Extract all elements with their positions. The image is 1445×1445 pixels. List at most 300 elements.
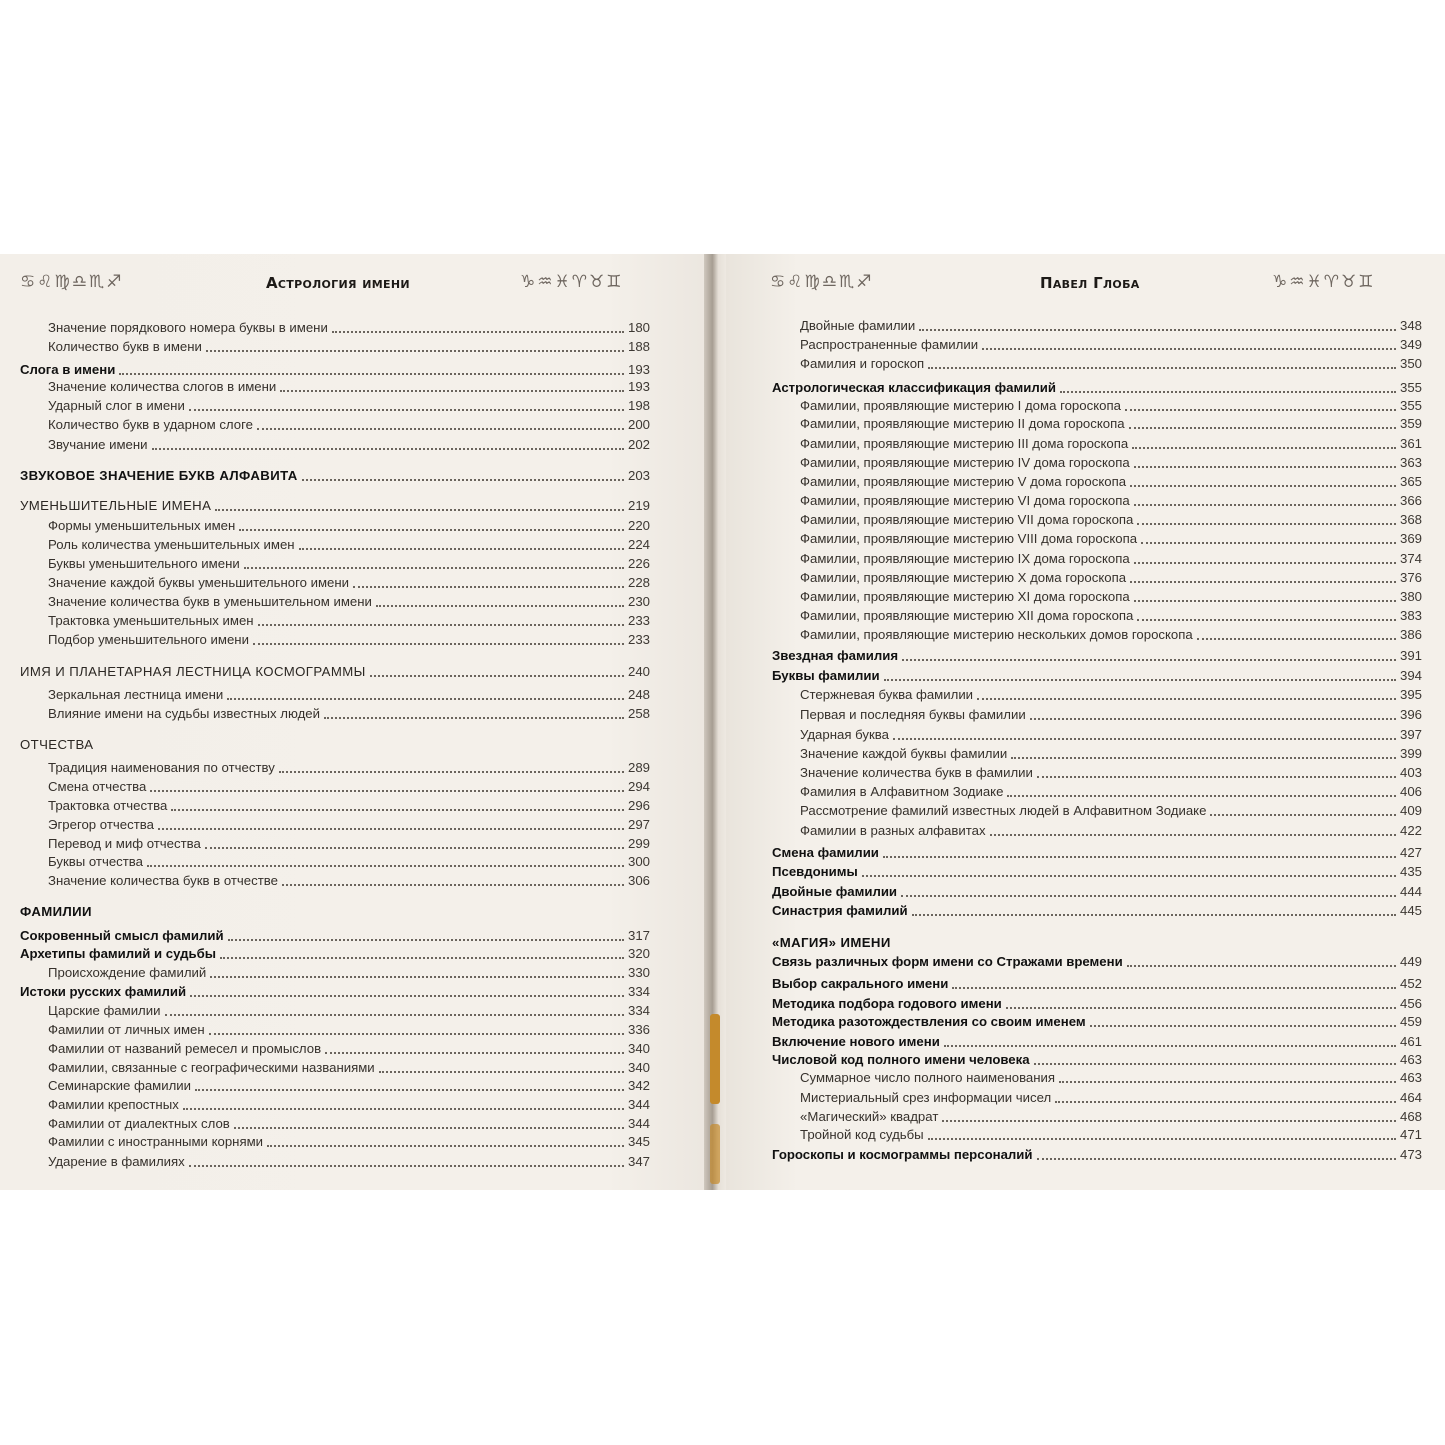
dot-leader: [1011, 757, 1396, 759]
page-number: 296: [627, 798, 650, 813]
toc-entry-title: Значение каждой буквы фамилии: [800, 746, 1008, 761]
page-number: 471: [1399, 1127, 1422, 1142]
toc-entry-title: Фамилии, проявляющие мистерию VIII дома гороскопа: [800, 531, 1138, 546]
toc-entry-title: Гороскопы и космограммы персоналий: [772, 1147, 1033, 1162]
left-page: [0, 254, 712, 1190]
book-gutter: [704, 254, 728, 1190]
toc-entry-title: Числовой код полного имени человека: [772, 1052, 1030, 1067]
toc-entry: [48, 632, 650, 650]
toc-entry: [800, 416, 1422, 434]
toc-entry-title: Эгрегор отчества: [48, 817, 154, 832]
toc-entry-title: Фамилии, проявляющие мистерию XII дома гороскопа: [800, 608, 1134, 623]
page-number: 219: [627, 498, 650, 513]
toc-entry: [800, 803, 1422, 821]
toc-entry-title: Фамилия в Алфавитном Зодиаке: [800, 784, 1004, 799]
toc-entry: [20, 928, 650, 946]
dot-leader: [379, 1071, 624, 1073]
page-number: 347: [627, 1154, 650, 1169]
page-number: 368: [1399, 512, 1422, 527]
toc-entry: [48, 339, 650, 357]
dot-leader: [234, 1127, 624, 1129]
dot-leader: [1090, 1025, 1396, 1027]
toc-entry: [800, 531, 1422, 549]
toc-entry: [48, 1078, 650, 1096]
page-number: 365: [1399, 474, 1422, 489]
page-number: 380: [1399, 589, 1422, 604]
toc-entry-title: Слога в имени: [20, 362, 116, 377]
page-number: 334: [627, 1003, 650, 1018]
right-running-header: [770, 268, 1410, 296]
toc-entry-title: Распространенные фамилии: [800, 337, 979, 352]
page-number: 349: [1399, 337, 1422, 352]
page-number: 224: [627, 537, 650, 552]
page-number: 445: [1399, 903, 1422, 918]
dot-leader: [119, 373, 624, 375]
toc-entry-title: Значение количества букв в отчестве: [48, 873, 278, 888]
page-number: 409: [1399, 803, 1422, 818]
page-number: 233: [627, 632, 650, 647]
toc-entry: [20, 984, 650, 1002]
toc-entry-title: Фамилии с иностранными корнями: [48, 1134, 264, 1149]
toc-entry-title: Буквы уменьшительного имени: [48, 556, 240, 571]
dot-leader: [1129, 427, 1396, 429]
page-number: 403: [1399, 765, 1422, 780]
toc-entry: [20, 468, 650, 486]
toc-entry: [800, 356, 1422, 374]
dot-leader: [215, 509, 624, 511]
toc-entry: [772, 954, 1422, 972]
page-number: 386: [1399, 627, 1422, 642]
page-number: 406: [1399, 784, 1422, 799]
dot-leader: [332, 331, 624, 333]
page-number: 220: [627, 518, 650, 533]
dot-leader: [901, 895, 1396, 897]
toc-entry-title: «Магический» квадрат: [800, 1109, 939, 1124]
toc-entry-title: Формы уменьшительных имен: [48, 518, 236, 533]
toc-entry-title: Фамилии, проявляющие мистерию III дома гороскопа: [800, 436, 1129, 451]
toc-entry: [800, 608, 1422, 626]
toc-entry-title: Звездная фамилия: [772, 648, 899, 663]
page-number: 422: [1399, 823, 1422, 838]
page-number: 461: [1399, 1034, 1422, 1049]
toc-entry: [800, 823, 1422, 841]
page-number: 459: [1399, 1014, 1422, 1029]
toc-entry-title: Рассмотрение фамилий известных людей в Алфавитном Зодиаке: [800, 803, 1207, 818]
page-number: 230: [627, 594, 650, 609]
zodiac-glyphs-icon: ♑♒♓♈♉♊: [520, 272, 624, 292]
dot-leader: [1034, 1063, 1396, 1065]
dot-leader: [944, 1045, 1396, 1047]
dot-leader: [919, 329, 1396, 331]
toc-entry-title: Синастрия фамилий: [772, 903, 908, 918]
toc-entry: [772, 996, 1422, 1014]
toc-entry-title: Традиция наименования по отчеству: [48, 760, 275, 775]
dot-leader: [147, 865, 624, 867]
dot-leader: [239, 529, 624, 531]
toc-entry-title: Фамилии от диалектных слов: [48, 1116, 230, 1131]
toc-entry-title: Фамилии, проявляющие мистерию V дома гороскопа: [800, 474, 1127, 489]
dot-leader: [1197, 638, 1396, 640]
page-number: 348: [1399, 318, 1422, 333]
page-number: 198: [627, 398, 650, 413]
toc-entry-title: Роль количества уменьшительных имен: [48, 537, 295, 552]
toc-entry-title: Псевдонимы: [772, 864, 858, 879]
toc-entry-title: Суммарное число полного наименования: [800, 1070, 1056, 1085]
dot-leader: [1130, 581, 1396, 583]
dot-leader: [1037, 1158, 1396, 1160]
toc-entry: [48, 320, 650, 338]
toc-entry: [800, 474, 1422, 492]
page-number: 193: [627, 379, 650, 394]
page-number: 345: [627, 1134, 650, 1149]
toc-entry-title: Выбор сакрального имени: [772, 976, 949, 991]
dot-leader: [325, 1052, 624, 1054]
page-number: 258: [627, 706, 650, 721]
toc-entry: [48, 1041, 650, 1059]
dot-leader: [190, 995, 624, 997]
toc-entry-title: Значение количества букв в уменьшительном имени: [48, 594, 372, 609]
toc-entry: [800, 707, 1422, 725]
toc-entry-title: Ударение в фамилиях: [48, 1154, 185, 1169]
dot-leader: [376, 605, 624, 607]
dot-leader: [1030, 718, 1396, 720]
dot-leader: [1134, 466, 1396, 468]
toc-entry-title: Буквы фамилии: [772, 668, 880, 683]
dot-leader: [928, 367, 1396, 369]
dot-leader: [1127, 965, 1396, 967]
toc-entry-title: Перевод и миф отчества: [48, 836, 201, 851]
page-number: 203: [627, 468, 650, 483]
page-number: 297: [627, 817, 650, 832]
dot-leader: [982, 348, 1396, 350]
page-number: 320: [627, 946, 650, 961]
toc-entry: [48, 760, 650, 778]
toc-entry-title: Значение порядкового номера буквы в имени: [48, 320, 328, 335]
toc-entry-title: Истоки русских фамилий: [20, 984, 187, 999]
toc-entry: [48, 613, 650, 631]
toc-entry-title: «МАГИЯ» ИМЕНИ: [772, 935, 891, 950]
toc-entry: [48, 1116, 650, 1134]
dot-leader: [990, 834, 1396, 836]
toc-entry: [48, 1060, 650, 1078]
toc-entry: [800, 512, 1422, 530]
toc-entry: [48, 706, 650, 724]
toc-entry-title: ИМЯ И ПЛАНЕТАРНАЯ ЛЕСТНИЦА КОСМОГРАММЫ: [20, 664, 366, 679]
toc-entry: [48, 687, 650, 705]
page-number: 340: [627, 1041, 650, 1056]
running-title: Астрология имени: [266, 274, 410, 292]
toc-entry: [772, 903, 1422, 921]
dot-leader: [952, 987, 1396, 989]
dot-leader: [280, 390, 624, 392]
toc-entry: [48, 575, 650, 593]
dot-leader: [206, 350, 624, 352]
page-number: 330: [627, 965, 650, 980]
toc-entry: [800, 570, 1422, 588]
toc-entry: [772, 1014, 1422, 1032]
page-number: 299: [627, 836, 650, 851]
toc-entry: [800, 436, 1422, 454]
toc-entry-title: ОТЧЕСТВА: [20, 737, 94, 752]
toc-entry: [772, 1147, 1422, 1165]
toc-entry: [20, 904, 650, 922]
dot-leader: [1210, 814, 1396, 816]
toc-entry: [800, 1090, 1422, 1108]
dot-leader: [1141, 542, 1396, 544]
toc-entry-title: Астрологическая классификация фамилий: [772, 380, 1056, 395]
toc-entry: [48, 1134, 650, 1152]
toc-entry: [772, 648, 1422, 666]
toc-entry: [800, 765, 1422, 783]
dot-leader: [279, 771, 624, 773]
zodiac-glyphs-icon: ♑♒♓♈♉♊: [1272, 272, 1376, 292]
dot-leader: [1007, 795, 1396, 797]
page-number: 449: [1399, 954, 1422, 969]
toc-entry-title: Методика подбора годового имени: [772, 996, 1002, 1011]
dot-leader: [884, 679, 1396, 681]
toc-entry: [800, 746, 1422, 764]
toc-entry-title: Происхождение фамилий: [48, 965, 207, 980]
page-number: 359: [1399, 416, 1422, 431]
dot-leader: [1037, 776, 1396, 778]
page-number: 473: [1399, 1147, 1422, 1162]
page-number: 452: [1399, 976, 1422, 991]
dot-leader: [210, 976, 624, 978]
toc-entry-title: Включение нового имени: [772, 1034, 940, 1049]
dot-leader: [205, 847, 624, 849]
toc-entry: [20, 664, 650, 682]
toc-entry-title: Связь различных форм имени со Стражами времени: [772, 954, 1123, 969]
dot-leader: [1055, 1101, 1396, 1103]
dot-leader: [977, 698, 1396, 700]
toc-entry-title: Смена отчества: [48, 779, 147, 794]
dot-leader: [928, 1138, 1396, 1140]
toc-entry-title: Количество букв в имени: [48, 339, 202, 354]
page-number: 363: [1399, 455, 1422, 470]
toc-entry: [772, 935, 1422, 953]
toc-entry: [800, 337, 1422, 355]
page-number: 340: [627, 1060, 650, 1075]
toc-entry: [772, 380, 1422, 398]
toc-entry-title: Стержневая буква фамилии: [800, 687, 974, 702]
toc-entry: [48, 1097, 650, 1115]
page-number: 376: [1399, 570, 1422, 585]
toc-entry: [800, 318, 1422, 336]
toc-entry: [800, 1127, 1422, 1145]
toc-entry: [48, 965, 650, 983]
page-number: 306: [627, 873, 650, 888]
dot-leader: [912, 914, 1396, 916]
toc-entry-title: Трактовка отчества: [48, 798, 168, 813]
page-number: 342: [627, 1078, 650, 1093]
page-number: 355: [1399, 380, 1422, 395]
toc-entry-title: Смена фамилии: [772, 845, 879, 860]
book-spread: [0, 254, 1445, 1190]
toc-entry: [48, 873, 650, 891]
dot-leader: [253, 643, 624, 645]
dot-leader: [189, 1165, 624, 1167]
toc-entry-title: Фамилии в разных алфавитах: [800, 823, 986, 838]
toc-entry: [800, 589, 1422, 607]
dot-leader: [244, 567, 624, 569]
dot-leader: [257, 428, 624, 430]
page-number: 317: [627, 928, 650, 943]
toc-entry: [48, 854, 650, 872]
toc-entry-title: Фамилия и гороскоп: [800, 356, 925, 371]
page-number: 464: [1399, 1090, 1422, 1105]
dot-leader: [282, 884, 624, 886]
page-number: 344: [627, 1116, 650, 1131]
toc-entry-title: ЗВУКОВОЕ ЗНАЧЕНИЕ БУКВ АЛФАВИТА: [20, 468, 298, 483]
dot-leader: [150, 790, 624, 792]
toc-entry-title: Фамилии, проявляющие мистерию I дома гороскопа: [800, 398, 1121, 413]
page-number: 334: [627, 984, 650, 999]
dot-leader: [1125, 409, 1396, 411]
toc-entry-title: Фамилии, проявляющие мистерию IV дома гороскопа: [800, 455, 1130, 470]
toc-entry: [800, 784, 1422, 802]
page-number: 361: [1399, 436, 1422, 451]
toc-entry: [48, 537, 650, 555]
page-number: 202: [627, 437, 650, 452]
page-number: 396: [1399, 707, 1422, 722]
dot-leader: [324, 717, 624, 719]
dot-leader: [258, 624, 624, 626]
dot-leader: [158, 828, 624, 830]
dot-leader: [1134, 562, 1396, 564]
toc-entry: [48, 556, 650, 574]
dot-leader: [1132, 447, 1396, 449]
toc-entry-title: Двойные фамилии: [772, 884, 898, 899]
toc-entry: [48, 518, 650, 536]
toc-entry: [772, 976, 1422, 994]
toc-entry: [800, 727, 1422, 745]
toc-entry: [48, 1003, 650, 1021]
toc-entry-title: Фамилии крепостных: [48, 1097, 179, 1112]
toc-entry: [800, 687, 1422, 705]
page-number: 344: [627, 1097, 650, 1112]
dot-leader: [1134, 504, 1396, 506]
dot-leader: [171, 809, 624, 811]
dot-leader: [195, 1089, 624, 1091]
page-number: 383: [1399, 608, 1422, 623]
toc-entry: [48, 836, 650, 854]
page-number: 391: [1399, 648, 1422, 663]
dot-leader: [165, 1014, 624, 1016]
toc-entry: [772, 1034, 1422, 1052]
page-number: 395: [1399, 687, 1422, 702]
page-number: 193: [627, 362, 650, 377]
toc-entry-title: Тройной код судьбы: [800, 1127, 924, 1142]
toc-entry-title: УМЕНЬШИТЕЛЬНЫЕ ИМЕНА: [20, 498, 212, 513]
dot-leader: [227, 698, 624, 700]
dot-leader: [1134, 600, 1396, 602]
page-number: 240: [627, 664, 650, 679]
page-number: 394: [1399, 668, 1422, 683]
dot-leader: [209, 1033, 624, 1035]
dot-leader: [1060, 391, 1396, 393]
page-number: 399: [1399, 746, 1422, 761]
toc-entry-title: Ударная буква: [800, 727, 889, 742]
toc-entry-title: Фамилии, проявляющие мистерию VII дома гороскопа: [800, 512, 1134, 527]
toc-entry-title: Фамилии от личных имен: [48, 1022, 205, 1037]
toc-entry: [772, 1052, 1422, 1070]
toc-entry: [48, 437, 650, 455]
page-number: 248: [627, 687, 650, 702]
dot-leader: [220, 957, 624, 959]
page-number: 463: [1399, 1052, 1422, 1067]
toc-entry: [20, 498, 650, 516]
toc-entry-title: Трактовка уменьшительных имен: [48, 613, 254, 628]
toc-entry: [48, 798, 650, 816]
dot-leader: [1059, 1081, 1396, 1083]
toc-entry: [800, 455, 1422, 473]
toc-entry: [772, 884, 1422, 902]
toc-entry: [800, 493, 1422, 511]
toc-entry-title: Фамилии, проявляющие мистерию II дома гороскопа: [800, 416, 1125, 431]
toc-entry-title: Фамилии, проявляющие мистерию IX дома гороскопа: [800, 551, 1130, 566]
page-number: 468: [1399, 1109, 1422, 1124]
toc-entry-title: Подбор уменьшительного имени: [48, 632, 249, 647]
dot-leader: [183, 1108, 624, 1110]
toc-entry: [20, 946, 650, 964]
toc-entry-title: Значение количества букв в фамилии: [800, 765, 1033, 780]
toc-entry-title: Значение каждой буквы уменьшительного имени: [48, 575, 350, 590]
toc-entry-title: Значение количества слогов в имени: [48, 379, 277, 394]
dot-leader: [370, 675, 624, 677]
page-number: 444: [1399, 884, 1422, 899]
page-number: 456: [1399, 996, 1422, 1011]
toc-entry-title: Семинарские фамилии: [48, 1078, 192, 1093]
dot-leader: [267, 1145, 624, 1147]
zodiac-glyphs-icon: ♋♌♍♎♏♐: [770, 272, 874, 292]
toc-entry: [48, 398, 650, 416]
page-number: 435: [1399, 864, 1422, 879]
toc-entry-title: Фамилии от названий ремесел и промыслов: [48, 1041, 322, 1056]
toc-entry-title: Количество букв в ударном слоге: [48, 417, 253, 432]
toc-entry: [800, 627, 1422, 645]
page-number: 289: [627, 760, 650, 775]
page-number: 228: [627, 575, 650, 590]
dot-leader: [1137, 619, 1396, 621]
page-number: 463: [1399, 1070, 1422, 1085]
dot-leader: [1006, 1007, 1396, 1009]
right-page: [726, 254, 1445, 1190]
toc-entry-title: ФАМИЛИИ: [20, 904, 92, 919]
toc-entry-title: Ударный слог в имени: [48, 398, 185, 413]
page-number: 294: [627, 779, 650, 794]
toc-entry: [48, 594, 650, 612]
page-number: 233: [627, 613, 650, 628]
dot-leader: [299, 548, 624, 550]
toc-entry-title: Двойные фамилии: [800, 318, 916, 333]
dot-leader: [1137, 523, 1396, 525]
page-number: 350: [1399, 356, 1422, 371]
page-number: 374: [1399, 551, 1422, 566]
toc-entry-title: Зеркальная лестница имени: [48, 687, 224, 702]
toc-entry-title: Царские фамилии: [48, 1003, 161, 1018]
dot-leader: [1130, 485, 1396, 487]
toc-entry: [48, 417, 650, 435]
page-number: 188: [627, 339, 650, 354]
dot-leader: [189, 409, 624, 411]
toc-entry: [48, 779, 650, 797]
toc-entry-title: Сокровенный смысл фамилий: [20, 928, 224, 943]
dot-leader: [302, 479, 624, 481]
page-number: 180: [627, 320, 650, 335]
dot-leader: [353, 586, 624, 588]
page-number: 369: [1399, 531, 1422, 546]
zodiac-glyphs-icon: ♋♌♍♎♏♐: [20, 272, 124, 292]
